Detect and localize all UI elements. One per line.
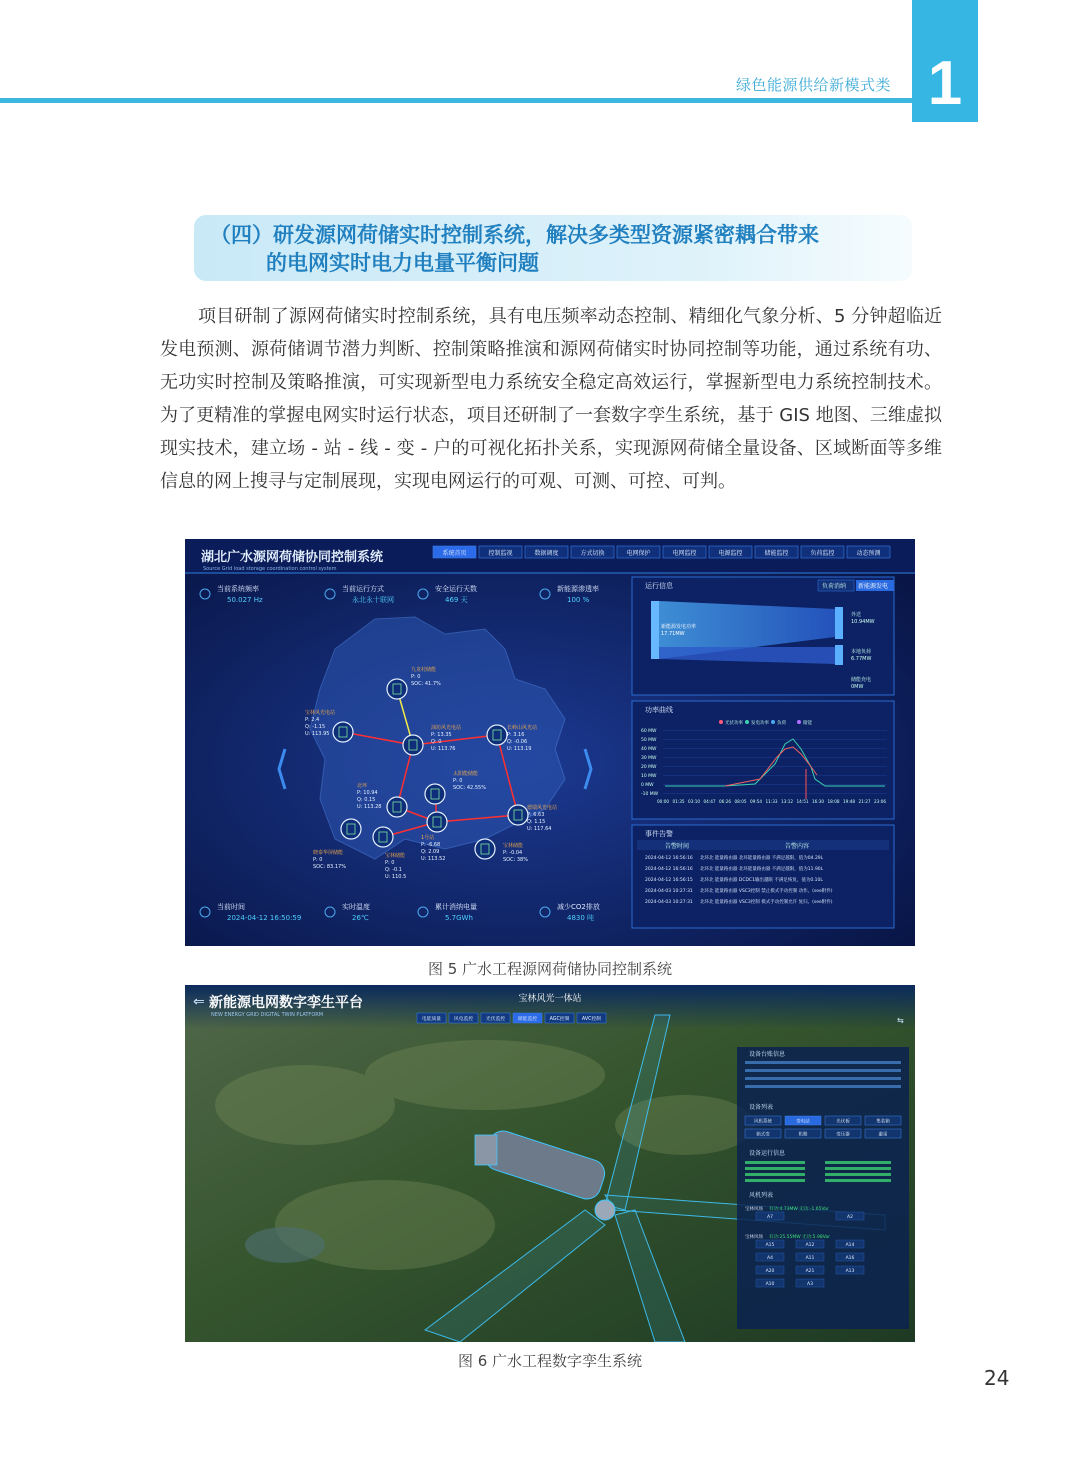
fig6-fan-id: A7 xyxy=(767,1215,773,1220)
section-heading-line1: （四）研发源网荷储实时控制系统，解决多类型资源紧密耦合带来 xyxy=(210,223,819,247)
fig5-map-node-name: 1号站 xyxy=(421,835,435,841)
fig6-device-button-label: 光伏板 xyxy=(836,1119,850,1125)
svg-text:设备台账信息: 设备台账信息 xyxy=(749,1051,786,1058)
fig5-stat-bottom-value: 26℃ xyxy=(352,914,369,922)
fig5-stat-top-label: 安全运行天数 xyxy=(435,585,477,593)
fig5-map-node-value: Q: 0 xyxy=(431,739,442,745)
fig6-tab-label: AVC控制 xyxy=(581,1017,602,1022)
fig5-map-node-value: P: 2.4 xyxy=(305,717,320,723)
fig5-map-node-value: Q: -0.1 xyxy=(385,867,402,873)
svg-text:新能源发电功率: 新能源发电功率 xyxy=(661,624,697,630)
fig5-stat-bottom-value: 5.7GWh xyxy=(445,914,473,922)
figure5-dashboard xyxy=(185,539,915,946)
fig5-alarm-time: 2024-04-12 16:56:16 xyxy=(645,856,693,861)
svg-text:告警时间: 告警时间 xyxy=(665,843,690,850)
fig5-xtick: 06:26 xyxy=(719,799,732,804)
fig5-panel-alarm xyxy=(632,825,894,928)
fig6-device-button-label: 箱式变 xyxy=(756,1132,770,1138)
fig5-ytick: 60 MW xyxy=(641,729,657,734)
fig5-map-node-value: Q: 0.15 xyxy=(357,797,376,803)
svg-text:外送: 外送 xyxy=(851,612,862,618)
fig5-map-node-icon[interactable] xyxy=(487,725,507,745)
fig5-alarm-text: 北环北 能量路由器 VSC3控制 模式手动控制允许 复归。(see附件) xyxy=(700,900,833,905)
fig5-map-node-value: U: 113.76 xyxy=(431,746,456,752)
fig5-ytick: 10 MW xyxy=(641,774,657,779)
figure6-twin-platform xyxy=(185,985,915,1342)
fig5-xtick: 03:10 xyxy=(688,799,701,804)
fig6-tab-label: 光伏监控 xyxy=(485,1017,506,1022)
fig5-tab-label: 电网监控 xyxy=(672,550,697,557)
fig6-title: 新能源电网数字孪生平台 xyxy=(209,995,363,1011)
fig6-device-button-label: 变压器 xyxy=(836,1132,850,1138)
fig5-xtick: 14:51 xyxy=(796,799,809,804)
svg-text:0MW: 0MW xyxy=(851,684,864,690)
svg-text:设备列表: 设备列表 xyxy=(749,1104,774,1111)
fig5-stat-bottom-label: 当前时间 xyxy=(217,903,245,911)
fig5-map-node-name: 宝林风光电站 xyxy=(305,710,336,716)
fig5-map-node-value: Q: -0.06 xyxy=(507,739,528,745)
fig5-map-node-value: Q: -1.15 xyxy=(305,724,326,730)
fig5-xtick: 13:12 xyxy=(781,799,794,804)
fig5-legend-label: 负荷 xyxy=(777,721,786,726)
fig5-legend-swatch xyxy=(745,720,749,724)
fig5-stat-bottom-value: 4830 吨 xyxy=(567,914,595,922)
fig5-tab-label: 储能监控 xyxy=(764,550,789,557)
fig5-stat-bottom-label: 减少CO2排放 xyxy=(557,903,600,911)
fig6-fan-id: A16 xyxy=(845,1256,855,1261)
fig6-device-button-label: 风机系统 xyxy=(754,1119,772,1125)
fig5-map-node-value: P: 0 xyxy=(385,860,395,866)
fig5-panel-curve xyxy=(632,701,894,819)
fig5-title: 湖北广水源网荷储协同控制系统 xyxy=(201,550,384,565)
fig6-fan-id: A11 xyxy=(805,1256,815,1261)
fig6-fan-id: A4 xyxy=(767,1256,773,1261)
fig5-map-node-name: 北环 xyxy=(357,783,368,789)
fig5-map-node-icon[interactable] xyxy=(427,812,447,832)
svg-text:事件告警: 事件告警 xyxy=(645,830,673,838)
fig6-station-name: 宝林风光一体站 xyxy=(518,994,582,1004)
svg-text:有功:25.55MW 无功:5.98Var: 有功:25.55MW 无功:5.98Var xyxy=(769,1235,831,1240)
fig5-map-node-name: 长岭山风光站 xyxy=(507,725,538,731)
fig5-subtitle: Source Grid load storage coordination control system xyxy=(203,566,337,572)
body-paragraph: 项目研制了源网荷储实时控制系统，具有电压频率动态控制、精细化气象分析、5 分钟超临近发电预测、源荷储调节潜力判断、控制策略推演和源网荷储实时协同控制等功能，通过系统有功、无功实时控制及策略推演，可实现新型电力系统安全稳定高效运行，掌握新型电力系统控制技术。为了更精准的掌握电网实时运行状态，项目还研制了一套数字孪生系统，基于 GIS 地图、三维虚拟现实技术，建立场 - 站 - 线 - 变 - 户的可视化拓扑关系，实现源网荷储全量设备、区域断面等多维信息的网上搜寻与定制展现，实现电网运行的可观、可测、可控、可判。 xyxy=(160,306,942,492)
fig5-map-node-name: 宝林储能 xyxy=(385,853,406,859)
fig5-map-node-icon[interactable] xyxy=(341,819,361,839)
fig5-map-node-icon[interactable] xyxy=(387,797,407,817)
fig6-tab-label: 储能监控 xyxy=(517,1017,538,1022)
fig5-stat-bottom-label: 实时温度 xyxy=(342,903,370,911)
svg-text:功率曲线: 功率曲线 xyxy=(645,706,673,714)
page-number: 24 xyxy=(984,1366,1010,1390)
section-heading xyxy=(210,221,900,277)
figure5-caption: 图 5 广水工程源网荷储协同控制系统 xyxy=(427,960,673,978)
figure6-caption: 图 6 广水工程数字孪生系统 xyxy=(457,1352,643,1370)
fig5-ytick: 30 MW xyxy=(641,756,657,761)
fig5-map-node-name: 德瑞风光电站 xyxy=(527,805,558,811)
fig5-map-node-icon[interactable] xyxy=(403,735,423,755)
fig5-map-node-name: 九龙村储能 xyxy=(411,667,437,673)
fig5-xtick: 19:48 xyxy=(843,799,856,804)
fig5-map-node-icon[interactable] xyxy=(387,679,407,699)
fig6-subtitle: NEW ENERGY GRID DIGITAL TWIN PLATFORM xyxy=(211,1012,324,1018)
fig5-map-node-value: P: 3.16 xyxy=(507,732,525,738)
section-heading-line2: 的电网实时电力电量平衡问题 xyxy=(266,251,539,275)
svg-text:本地负荷: 本地负荷 xyxy=(851,649,872,655)
fig5-map-node-value: U: 113.19 xyxy=(507,746,532,752)
fig5-ytick: 50 MW xyxy=(641,738,657,743)
fig5-xtick: 11:33 xyxy=(765,799,778,804)
fig5-tab-label: 方式切换 xyxy=(580,550,605,557)
fig5-tab-label: 电网保护 xyxy=(626,550,651,557)
fig5-alarm-text: 北环北 能量路由器 DCDC1输出越限 不满足恢复，值为0.10L xyxy=(700,878,823,883)
fig5-legend-label: 储能 xyxy=(803,721,812,726)
fig6-fan-id: A15 xyxy=(765,1243,775,1248)
fig5-tab-label: 电源监控 xyxy=(718,550,743,557)
fig5-alarm-text: 北环北 能量路由器 北环能量路由器 不满足越限，值为04.29L xyxy=(700,856,824,861)
fig5-map-node-value: P: 0 xyxy=(313,857,323,863)
fig5-stat-top-value: 100 % xyxy=(567,596,590,604)
fig6-tab-label: 电能质量 xyxy=(421,1017,442,1022)
fig5-map-node-value: P: 0 xyxy=(453,778,463,784)
svg-text:运行信息: 运行信息 xyxy=(645,582,673,590)
fig5-alarm-text: 北环北 能量路由器 VSC3控制 禁止模式手动控制 动作。(see附件) xyxy=(700,889,833,894)
fig5-map-node-value: P: -0.04 xyxy=(503,850,523,856)
fig6-fan-id: A12 xyxy=(805,1243,815,1248)
fig5-map-node-value: U: 113.28 xyxy=(357,804,382,810)
svg-text:6.77MW: 6.77MW xyxy=(851,656,872,662)
svg-text:宝林风场: 宝林风场 xyxy=(745,1235,763,1240)
fig5-map-node-value: SOC: 42.55% xyxy=(453,785,486,791)
chapter-number: 1 xyxy=(927,49,963,118)
fig6-fan-id: A20 xyxy=(765,1269,775,1274)
fig5-xtick: 23:06 xyxy=(874,799,887,804)
fig5-tab-label: 数据调度 xyxy=(534,550,559,557)
fig5-stat-top-value: 469 天 xyxy=(445,596,468,604)
fig5-ytick: 40 MW xyxy=(641,747,657,752)
fig5-legend-swatch xyxy=(771,720,775,724)
svg-text:新能源发电: 新能源发电 xyxy=(858,583,889,590)
fig6-device-button-label: 变电站 xyxy=(796,1119,810,1125)
fig5-map-node-value: Q: 2.09 xyxy=(421,849,440,855)
svg-text:10.94MW: 10.94MW xyxy=(851,619,875,625)
fig5-map-node-value: SOC: 83.17% xyxy=(313,864,346,870)
svg-text:宝林风场: 宝林风场 xyxy=(745,1207,763,1212)
fig6-device-button-label: 集装箱 xyxy=(876,1119,890,1125)
fig5-map-node-icon[interactable] xyxy=(425,784,445,804)
fig5-stat-top-value: 永北永十联网 xyxy=(352,596,394,604)
fig5-ytick: 20 MW xyxy=(641,765,657,770)
fig5-alarm-time: 2024-04-03 10:27:31 xyxy=(645,889,693,894)
fig5-xtick: 18:08 xyxy=(827,799,840,804)
header-category: 绿色能源供给新模式类 xyxy=(736,76,892,94)
fig5-tab-label: 控制监视 xyxy=(488,550,513,557)
fig6-fan-id: A3 xyxy=(807,1282,813,1287)
svg-text:17.71MW: 17.71MW xyxy=(661,631,685,637)
fig5-alarm-text: 北环北 能量路由器 北环能量路由器 不满足越限，值为11.90L xyxy=(700,867,824,872)
fig6-fan-id: A21 xyxy=(805,1269,815,1274)
fig5-xtick: 00:00 xyxy=(657,799,670,804)
fig5-map-node-name: 太阳能储能 xyxy=(453,771,479,777)
fig5-map-node-value: P: -6.68 xyxy=(421,842,441,848)
fig6-device-button-label: 机舱 xyxy=(798,1132,808,1138)
fig5-xtick: 16:30 xyxy=(812,799,825,804)
svg-text:⇐: ⇐ xyxy=(193,994,205,1010)
fig5-alarm-time: 2024-04-03 10:27:31 xyxy=(645,900,693,905)
fig5-tab-label: 负荷监控 xyxy=(810,550,835,557)
fig5-xtick: 08:05 xyxy=(734,799,747,804)
fig5-xtick: 21:27 xyxy=(858,799,871,804)
fig5-stat-top-label: 当前运行方式 xyxy=(342,585,384,593)
fig5-map-node-name: 油坊风光电站 xyxy=(431,725,462,731)
fig5-stat-top-label: 当前系统频率 xyxy=(217,585,259,593)
svg-text:风机列表: 风机列表 xyxy=(749,1192,774,1199)
fig6-fan-id: A2 xyxy=(847,1215,853,1220)
fig5-map-node-value: P: 0 xyxy=(411,674,421,680)
fig5-map-node-name: 晓泰华屏储能 xyxy=(313,850,344,856)
fig5-map-node-value: SOC: 41.7% xyxy=(411,681,441,687)
fig5-map-node-value: P: 10.94 xyxy=(357,790,378,796)
fig5-legend-label: 发电功率 xyxy=(751,721,769,726)
fig5-map-node-icon[interactable] xyxy=(333,722,353,742)
svg-text:储能充电: 储能充电 xyxy=(851,677,872,683)
fig6-device-button-label: 避雷 xyxy=(878,1132,888,1138)
fig5-map-node-value: Q: 1.15 xyxy=(527,819,546,825)
fig5-tab-label: 动态预测 xyxy=(856,550,881,557)
fig5-map-node-value: U: 110.5 xyxy=(385,874,407,880)
figure5-screenshot xyxy=(185,539,915,946)
fig5-legend-swatch xyxy=(797,720,801,724)
fig5-map-node-value: U: 113.95 xyxy=(305,731,330,737)
fig5-stat-bottom-value: 2024-04-12 16:50:59 xyxy=(227,914,302,922)
fig6-fan-id: A14 xyxy=(845,1243,855,1248)
svg-text:负荷消纳: 负荷消纳 xyxy=(822,583,847,590)
fig5-xtick: 09:54 xyxy=(750,799,763,804)
fig5-map-node-value: U: 113.52 xyxy=(421,856,446,862)
fig5-map-node-value: P: 6.63 xyxy=(527,812,545,818)
fig5-legend-swatch xyxy=(719,720,723,724)
fig5-ytick: 0 MW xyxy=(641,783,654,788)
header-rule xyxy=(0,98,912,103)
fig5-stat-top-label: 新能源渗透率 xyxy=(557,585,599,593)
fig5-stat-bottom-label: 累计消纳电量 xyxy=(435,903,477,911)
svg-text:⇆: ⇆ xyxy=(897,1016,904,1025)
fig6-tab-label: AGC控制 xyxy=(549,1017,570,1022)
fig5-ytick: -10 MW xyxy=(641,792,659,797)
fig5-map-node-icon[interactable] xyxy=(475,839,495,859)
fig5-map-node-value: U: 117.64 xyxy=(527,826,552,832)
fig5-xtick: 01:35 xyxy=(672,799,685,804)
svg-text:告警内容: 告警内容 xyxy=(785,843,810,850)
fig5-alarm-time: 2024-04-12 16:56:16 xyxy=(645,867,693,872)
fig6-side-panel xyxy=(737,1047,909,1329)
fig6-fan-id: A13 xyxy=(845,1269,855,1274)
fig5-map-node-name: 宝林储能 xyxy=(503,843,524,849)
fig5-xtick: 04:47 xyxy=(703,799,716,804)
fig6-fan-id: A10 xyxy=(765,1282,775,1287)
figure6-screenshot xyxy=(185,985,915,1342)
fig6-tab-label: 风电监控 xyxy=(453,1017,474,1022)
fig5-legend-label: 光伏功率 xyxy=(725,721,743,726)
fig5-panel-run xyxy=(632,577,894,695)
fig5-map-node-value: P: 13.35 xyxy=(431,732,452,738)
fig5-stat-top-value: 50.027 Hz xyxy=(227,596,263,604)
fig5-tab-label: 系统首页 xyxy=(442,550,467,557)
fig5-map-node-icon[interactable] xyxy=(508,805,528,825)
svg-text:设备运行信息: 设备运行信息 xyxy=(749,1150,786,1157)
fig5-map-node-icon[interactable] xyxy=(373,827,393,847)
fig5-map-node-value: SOC: 38% xyxy=(503,857,528,863)
fig5-alarm-time: 2024-04-12 16:56:15 xyxy=(645,878,693,883)
svg-text:有功:4.73MW 无功:-1.65Var: 有功:4.73MW 无功:-1.65Var xyxy=(769,1207,829,1212)
